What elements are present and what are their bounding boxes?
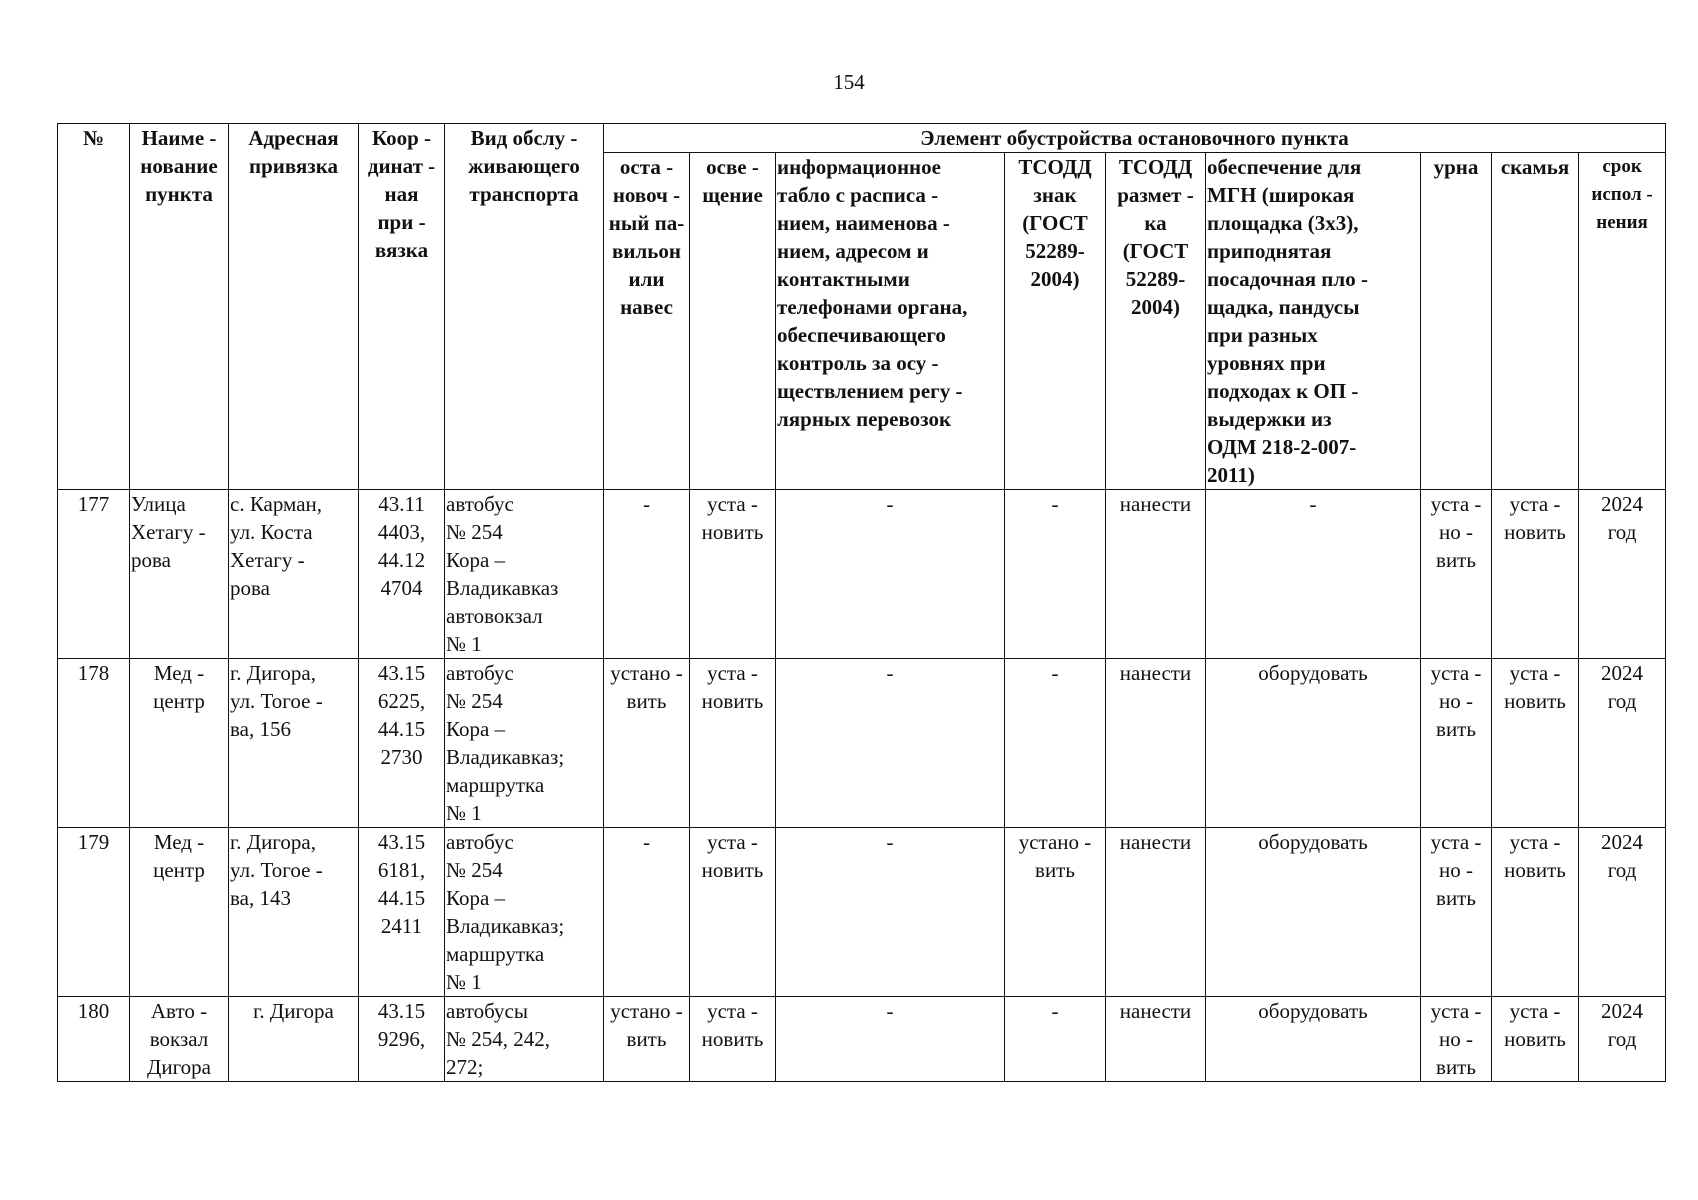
- header-mgn: обеспечение для МГН (широкая площадка (3х3), приподнятая посадочная пло - щадка, пандусы при разных уровнях при подходах к ОП - выдержки из ОДМ 218-2-007- 2011): [1206, 153, 1421, 490]
- header-bench: скамья: [1492, 153, 1579, 490]
- cell-marking: нанести: [1106, 997, 1206, 1082]
- cell-no: 177: [58, 490, 130, 659]
- header-coords: Коор - динат - ная при - вязка: [359, 124, 445, 490]
- cell-coords: 43.11 4403, 44.12 4704: [359, 490, 445, 659]
- cell-pavilion: -: [604, 828, 690, 997]
- cell-info-board: -: [776, 997, 1005, 1082]
- cell-no: 179: [58, 828, 130, 997]
- cell-address: г. Дигора: [229, 997, 359, 1082]
- table-header: [58, 124, 1666, 490]
- table-row: [58, 490, 1666, 659]
- page-number: 154: [833, 70, 865, 94]
- cell-bench: уста - новить: [1492, 659, 1579, 828]
- cell-transport: автобусы № 254, 242, 272;: [445, 997, 604, 1082]
- cell-bin: уста - но - вить: [1421, 828, 1492, 997]
- cell-name: Авто - вокзал Дигора: [130, 997, 229, 1082]
- cell-sign: устано - вить: [1005, 828, 1106, 997]
- cell-marking: нанести: [1106, 828, 1206, 997]
- cell-transport: автобус № 254 Кора – Владикавказ автовокзал № 1: [445, 490, 604, 659]
- cell-name: Улица Хетагу - рова: [130, 490, 229, 659]
- cell-lighting: уста - новить: [690, 659, 776, 828]
- cell-mgn: оборудовать: [1206, 659, 1421, 828]
- cell-marking: нанести: [1106, 659, 1206, 828]
- header-info-board: информационное табло с расписа - нием, наименова - нием, адресом и контактными телефонами органа, обеспечивающего контроль за осу - ществлением регу - лярных перевозок: [776, 153, 1005, 490]
- header-transport: Вид обслу - живающего транспорта: [445, 124, 604, 490]
- header-deadline: срок испол - нения: [1579, 153, 1666, 490]
- cell-deadline: 2024 год: [1579, 659, 1666, 828]
- table-row: [58, 997, 1666, 1082]
- bus-stop-table: [57, 123, 1666, 1082]
- cell-pavilion: устано - вить: [604, 659, 690, 828]
- header-name: Наиме - нование пункта: [130, 124, 229, 490]
- cell-info-board: -: [776, 490, 1005, 659]
- cell-mgn: оборудовать: [1206, 997, 1421, 1082]
- cell-address: г. Дигора, ул. Тогое - ва, 143: [229, 828, 359, 997]
- cell-bin: уста - но - вить: [1421, 659, 1492, 828]
- cell-deadline: 2024 год: [1579, 828, 1666, 997]
- cell-bench: уста - новить: [1492, 828, 1579, 997]
- table-row: [58, 659, 1666, 828]
- cell-transport: автобус № 254 Кора – Владикавказ; маршрутка № 1: [445, 828, 604, 997]
- cell-marking: нанести: [1106, 490, 1206, 659]
- cell-mgn: -: [1206, 490, 1421, 659]
- cell-lighting: уста - новить: [690, 828, 776, 997]
- cell-deadline: 2024 год: [1579, 490, 1666, 659]
- cell-address: с. Карман, ул. Коста Хетагу - рова: [229, 490, 359, 659]
- cell-coords: 43.15 9296,: [359, 997, 445, 1082]
- header-address: Адресная привязка: [229, 124, 359, 490]
- cell-mgn: оборудовать: [1206, 828, 1421, 997]
- cell-sign: -: [1005, 490, 1106, 659]
- cell-bin: уста - но - вить: [1421, 490, 1492, 659]
- cell-deadline: 2024 год: [1579, 997, 1666, 1082]
- cell-sign: -: [1005, 659, 1106, 828]
- table-body: [58, 490, 1666, 1082]
- table-row: [58, 828, 1666, 997]
- cell-no: 180: [58, 997, 130, 1082]
- cell-lighting: уста - новить: [690, 997, 776, 1082]
- cell-transport: автобус № 254 Кора – Владикавказ; маршрутка № 1: [445, 659, 604, 828]
- header-lighting: осве - щение: [690, 153, 776, 490]
- header-pavilion: оста - новоч - ный па- вильон или навес: [604, 153, 690, 490]
- cell-info-board: -: [776, 828, 1005, 997]
- cell-name: Мед - центр: [130, 659, 229, 828]
- cell-pavilion: -: [604, 490, 690, 659]
- header-no: №: [58, 124, 130, 490]
- cell-info-board: -: [776, 659, 1005, 828]
- cell-pavilion: устано - вить: [604, 997, 690, 1082]
- cell-name: Мед - центр: [130, 828, 229, 997]
- header-group-elements: Элемент обустройства остановочного пункта: [604, 124, 1666, 153]
- cell-lighting: уста - новить: [690, 490, 776, 659]
- cell-bench: уста - новить: [1492, 490, 1579, 659]
- cell-no: 178: [58, 659, 130, 828]
- cell-sign: -: [1005, 997, 1106, 1082]
- cell-bin: уста - но - вить: [1421, 997, 1492, 1082]
- cell-coords: 43.15 6181, 44.15 2411: [359, 828, 445, 997]
- cell-bench: уста - новить: [1492, 997, 1579, 1082]
- header-marking: ТСОДД размет - ка (ГОСТ 52289- 2004): [1106, 153, 1206, 490]
- cell-address: г. Дигора, ул. Тогое - ва, 156: [229, 659, 359, 828]
- header-bin: урна: [1421, 153, 1492, 490]
- cell-coords: 43.15 6225, 44.15 2730: [359, 659, 445, 828]
- header-sign: ТСОДД знак (ГОСТ 52289- 2004): [1005, 153, 1106, 490]
